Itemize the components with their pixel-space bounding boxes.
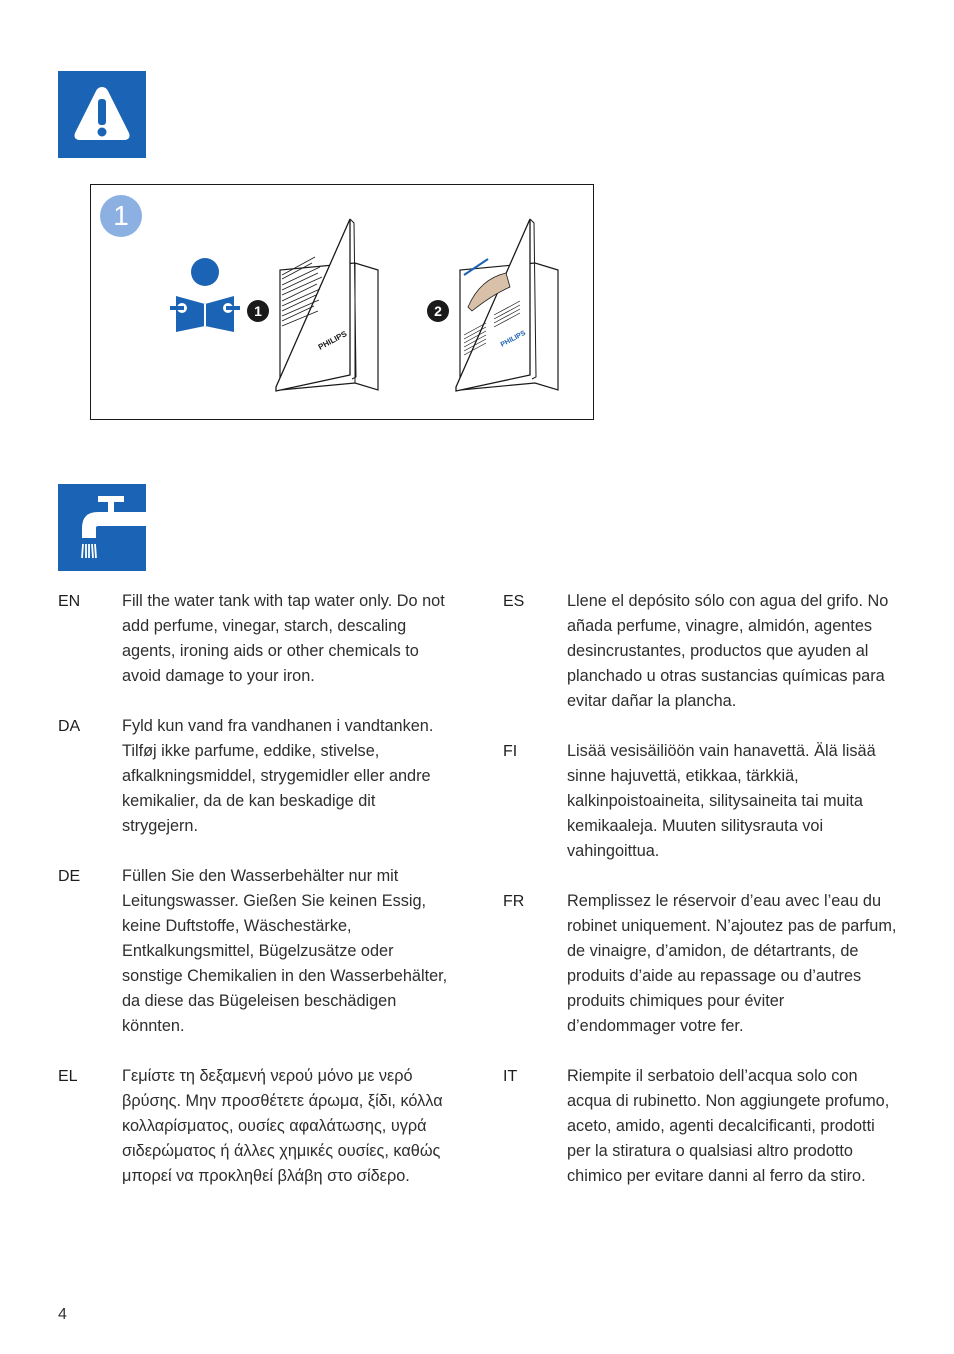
warning-icon-box: [58, 71, 146, 158]
page-number: 4: [58, 1306, 67, 1323]
tap-water-icon: [58, 484, 146, 571]
step-badge: 1: [100, 195, 142, 237]
lang-text: Riempite il serbatoio dell’acqua solo con acqua di rubinetto. Non aggiungete profumo, aceto, amido, agenti decalcificanti, prodotti per la stiratura o qualsiasi altro prodotto chimico per evitare danni al ferro da stiro.: [567, 1067, 890, 1185]
quick-start-guide-illustration: [450, 215, 570, 395]
lang-code: EN: [58, 593, 81, 610]
lang-text: Füllen Sie den Wasserbehälter nur mit Leitungswasser. Gießen Sie keinen Essig, keine Duftstoffe, Wäschestärke, Entkalkungsmittel, Bügelzusätze oder sonstige Chemikalien in den Wasserbehälter, da diese das Bügeleisen beschädigen könnten.: [122, 867, 448, 1035]
warning-icon: [58, 71, 146, 158]
lang-text: Fill the water tank with tap water only. Do not add perfume, vinegar, starch, descaling agents, ironing aids or other chemicals to avoid damage to your iron.: [122, 592, 445, 685]
lang-text: Lisää vesisäiliöön vain hanavettä. Älä lisää sinne hajuvettä, etikkaa, tärkkiä, kalkinpoistoaineita, silitysaineita tai muita kemikaaleja. Muuten silitysrauta voi vahingoittua.: [567, 742, 876, 860]
lang-code: IT: [503, 1068, 518, 1085]
lang-text: Remplissez le réservoir d’eau avec l’eau du robinet uniquement. N’ajoutez pas de parfum, de vinaigre, d’amidon, de détartrants, de produits d’aide au repassage ou d’autres produits chimiques pour éviter d’endommager votre fer.: [567, 892, 897, 1035]
lang-code: FI: [503, 743, 518, 760]
lang-code: ES: [503, 593, 525, 610]
user-manual-illustration: [270, 215, 390, 395]
lang-text: Γεμίστε τη δεξαμενή νερού μόνο με νερό βρύσης. Μην προσθέτετε άρωμα, ξίδι, κόλλα κολλαρίσματος, ουσίες αφαλάτωσης, υγρά σιδερώματος ή άλλες χημικές ουσίες, καθώς μπορεί να προκληθεί βλάβη στο σίδερο.: [122, 1067, 443, 1185]
manual-1-badge: 1: [247, 300, 269, 322]
brand-label-2: PHILIPS: [499, 329, 527, 349]
manual-2-badge: 2: [427, 300, 449, 322]
lang-text: Llene el depósito sólo con agua del grifo. No añada perfume, vinagre, almidón, agentes desincrustantes, productos que ayuden al planchado u otras sustancias químicas para evitar dañar la plancha.: [567, 592, 889, 710]
lang-code: DE: [58, 868, 81, 885]
lang-code: EL: [58, 1068, 78, 1085]
lang-text: Fyld kun vand fra vandhanen i vandtanken. Tilføj ikke parfume, eddike, stivelse, afkalkningsmiddel, strygemidler eller andre kemikalier, da de kan beskadige dit strygejern.: [122, 717, 434, 835]
tap-water-icon-box: [58, 484, 146, 571]
lang-code: DA: [58, 718, 81, 735]
read-manual-icon: [170, 256, 240, 336]
lang-code: FR: [503, 893, 525, 910]
brand-label-1: PHILIPS: [316, 329, 349, 352]
